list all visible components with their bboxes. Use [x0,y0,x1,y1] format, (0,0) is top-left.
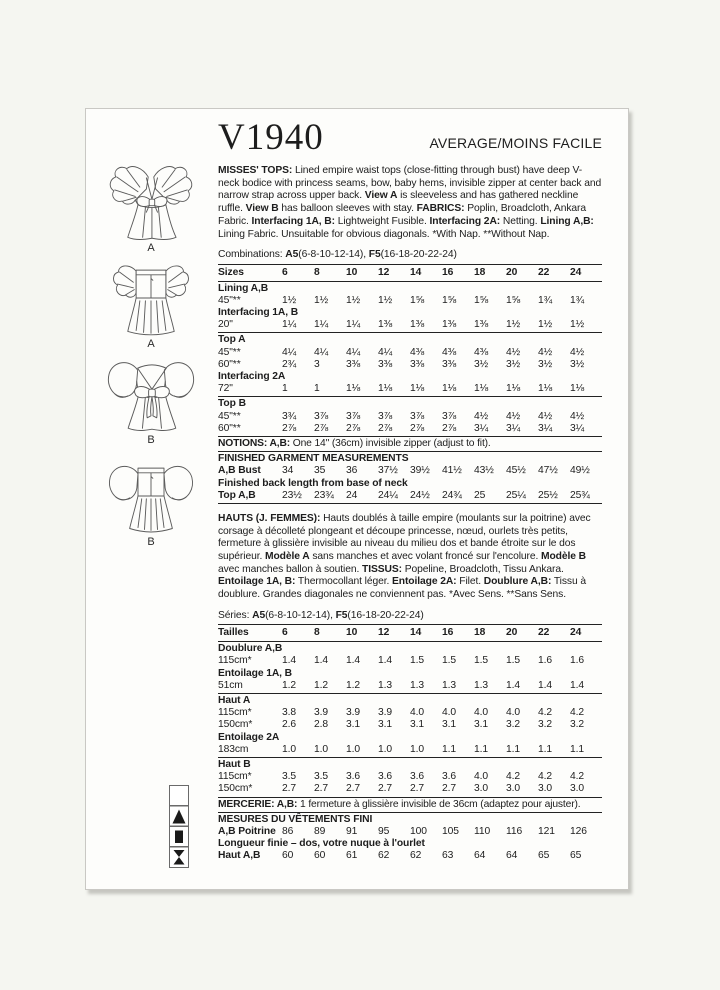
table-cell: 3.6 [346,771,361,783]
table-row [218,411,602,423]
table-cell: 6 [282,266,288,278]
table-cell: 1½ [570,319,585,331]
table-cell: 1.4 [314,655,329,667]
table-cell: 2.7 [314,783,329,795]
table-section-label: Doublure A,B [218,643,283,655]
row-label: 150cm* [218,783,253,795]
table-cell: 1½ [314,294,329,306]
table-cell: 16 [442,627,454,639]
table-cell: 3.2 [570,719,585,731]
table-section-label: Top B [218,398,246,410]
table-cell: 86 [282,826,294,838]
table-cell: 1.1 [442,743,457,755]
table-cell: 1⅛ [506,383,521,395]
table-cell: 121 [538,826,555,838]
table-cell: 10 [346,627,358,639]
table-cell: 4.0 [442,707,457,719]
table-section-label: Interfacing 2A [218,370,286,382]
table-cell: 49½ [570,465,590,477]
table-cell: 1¾ [570,294,585,306]
table-row [218,319,602,331]
table-cell: 3¼ [474,422,489,434]
table-cell: 1.1 [474,743,489,755]
table-cell: 23½ [282,489,302,501]
table-cell: 1¼ [282,319,297,331]
table-cell: 3.2 [506,719,521,731]
table-section-label: Entoilage 2A [218,731,280,743]
row-label: 60"** [218,358,241,370]
table-heading: FINISHED GARMENT MEASUREMENTS [218,453,409,465]
table-cell: 1.4 [538,679,553,691]
table-cell: 3.6 [410,771,425,783]
table-row [218,490,602,502]
table-cell: 2⅞ [346,422,361,434]
table-rule [218,757,602,758]
table-row [218,719,602,731]
table-cell: 65 [570,850,582,862]
table-heading: MESURES DU VÊTEMENTS FINI [218,813,373,825]
table-cell: 1½ [346,294,361,306]
table-row [218,266,602,280]
row-label: Sizes [218,266,244,278]
table-cell: 4.2 [506,771,521,783]
table-cell: 3⅞ [378,410,393,422]
description-english: MISSES' TOPS: Lined empire waist tops (close-fitting through bust) have deep V-neck bodice with princess seams, bow, baby hems, invisible zipper at center back and narrow strap across upper back. View A is sleeveless and has gathered neckline ruffle. View B has balloon sleeves with stay. FABRICS: Poplin, Broadcloth, Ankara Fabric. Interfacing 1A, B: Lightweight Fusible. Interfacing 2A: Netting. Lining A,B: Lining Fabric. Unsuitable for obvious diagonals. *With Nap. **Without Nap. [218,165,602,240]
table-cell: 24½ [410,489,430,501]
table-row [218,850,602,862]
table-cell: 3¼ [506,422,521,434]
table-cell: 14 [410,266,422,278]
table-cell: 1½ [506,319,521,331]
table-cell: 3.1 [442,719,457,731]
table-cell: 24 [570,627,582,639]
table-cell: 3.2 [538,719,553,731]
table-cell: 4.0 [410,707,425,719]
table-cell: 3.1 [474,719,489,731]
table-cell: 4¼ [282,346,297,358]
table-note-row: MERCERIE: A,B: 1 fermeture à glissière invisible de 36cm (adaptez pour ajuster). [218,798,581,810]
table-cell: 3.0 [570,783,585,795]
view-a-front-drawing [101,163,201,241]
table-cell: 3.9 [346,707,361,719]
row-label: 60"** [218,422,241,434]
table-cell: 1.4 [570,679,585,691]
table-cell: 3½ [538,358,553,370]
table-rule [218,693,602,694]
table-cell: 110 [474,826,491,838]
table-cell: 1⅜ [410,319,425,331]
table-cell: 1.3 [410,679,425,691]
view-a-back-label: A [147,338,155,350]
row-label: Haut A,B [218,850,261,862]
table-cell: 3⅜ [378,358,393,370]
table-cell: 64 [506,850,518,862]
view-b-front-drawing [101,353,201,433]
table-cell: 25½ [538,489,558,501]
table-row [218,295,602,307]
table-cell: 3½ [506,358,521,370]
table-row [218,783,602,795]
table-cell: 23¾ [314,489,334,501]
table-cell: 3.1 [346,719,361,731]
table-cell: 3¼ [538,422,553,434]
table-cell: 2.6 [282,719,297,731]
table-cell: 39½ [410,465,430,477]
table-cell: 1⅜ [442,319,457,331]
table-cell: 4½ [474,410,489,422]
view-b-back-illustration [98,457,204,548]
blank-box-icon [170,786,189,806]
table-cell: 2⅞ [378,422,393,434]
table-heading: Longueur finie – dos, votre nuque à l'ourlet [218,838,425,850]
table-heading: Finished back length from base of neck [218,477,408,489]
table-section-label: Haut A [218,695,251,706]
table-cell: 24¾ [442,489,462,501]
description-french: HAUTS (J. FEMMES): Hauts doublés à taille empire (moulants sur la poitrine) avec corsage à décolleté plongeant et découpe princesse, nœud, ourlets très petits, fermeture à glissière invisible au niveau du milieu dos et bande étroite sur le dos supérieur. Modèle A sans manches et avec volant froncé sur l'encolure. Modèle B avec manches ballon à soutien. TISSUS: Popeline, Broadcloth, Tissu Ankara. Entoilage 1A, B: Thermocollant léger. Entoilage 2A: Filet. Doublure A,B: Tissu à doublure. Grandes diagonales ne conviennent pas. *Avec Sens. **Sans Sens. [218,512,591,601]
table-cell: 24 [570,266,582,278]
table-cell: 1.5 [506,655,521,667]
table-cell: 4¼ [378,346,393,358]
table-cell: 4½ [506,410,521,422]
table-cell: 4½ [538,410,553,422]
row-label: 45"** [218,294,241,306]
table-rule [218,451,602,452]
table-cell: 1.0 [410,743,425,755]
yardage-table-french [218,624,602,862]
table-cell: 10 [346,266,358,278]
table-cell: 3⅞ [410,410,425,422]
table-rule [218,396,602,397]
table-cell: 3.5 [314,771,329,783]
table-cell: 1 [282,383,288,395]
garment-illustration-column [86,109,216,889]
table-cell: 37½ [378,465,398,477]
table-cell: 3 [314,358,320,370]
table-cell: 63 [442,850,454,862]
view-a-front-illustration [98,163,204,254]
table-cell: 20 [506,627,518,639]
table-cell: 41½ [442,465,462,477]
table-row [218,744,602,756]
table-cell: 4.2 [538,707,553,719]
table-cell: 34 [282,465,294,477]
table-cell: 1⅛ [538,383,553,395]
table-cell: 4¼ [314,346,329,358]
row-label: 115cm* [218,655,252,667]
table-cell: 1.4 [506,679,521,691]
table-cell: 16 [442,266,454,278]
view-b-front-label: B [147,434,155,446]
table-cell: 4.2 [570,707,585,719]
table-cell: 3.1 [378,719,393,731]
table-cell: 1.1 [570,743,585,755]
row-label: A,B Bust [218,465,261,477]
table-rule [218,264,602,265]
table-cell: 1.3 [474,679,489,691]
table-cell: 1⅛ [346,383,361,395]
table-cell: 3.0 [474,783,489,795]
table-cell: 4.2 [570,771,585,783]
row-label: Tailles [218,627,249,639]
table-cell: 105 [442,826,459,838]
table-cell: 1⅜ [474,319,489,331]
row-label: 183cm [218,743,249,755]
table-row [218,707,602,719]
table-row [218,359,602,371]
table-cell: 1.0 [282,743,297,755]
table-section-label: Haut B [218,759,251,771]
table-cell: 3.9 [378,707,393,719]
table-cell: 2⅞ [314,422,329,434]
header-row [218,119,602,156]
table-cell: 18 [474,627,486,639]
row-label: 115cm* [218,707,252,719]
table-cell: 1.3 [378,679,393,691]
table-row [218,626,602,640]
table-cell: 1½ [282,294,297,306]
table-rule [218,641,602,642]
table-cell: 1⅛ [570,383,585,395]
table-section-label: Lining A,B [218,282,269,294]
table-rule [218,332,602,333]
table-row [218,347,602,359]
table-rule [218,624,602,625]
table-cell: 89 [314,826,326,838]
table-cell: 60 [314,850,326,862]
table-cell: 20 [506,266,518,278]
table-rule [218,436,602,437]
view-a-back-drawing [101,259,201,337]
table-cell: 1 [314,383,320,395]
table-cell: 3.9 [314,707,329,719]
table-cell: 64 [474,850,486,862]
table-cell: 4.2 [538,771,553,783]
table-cell: 4½ [506,346,521,358]
row-label: 150cm* [218,719,253,731]
table-cell: 3½ [474,358,489,370]
row-label: 115cm* [218,771,252,783]
table-cell: 4½ [538,346,553,358]
table-cell: 3⅜ [410,358,425,370]
table-cell: 14 [410,627,422,639]
text-content [218,119,602,863]
table-cell: 1¼ [314,319,329,331]
table-cell: 2.7 [410,783,425,795]
table-note-row: NOTIONS: A,B: One 14" (36cm) invisible zipper (adjust to fit). [218,437,491,449]
table-cell: 1⅛ [442,383,457,395]
table-cell: 65 [538,850,550,862]
symbol-strip [169,785,189,869]
table-cell: 1½ [378,294,393,306]
table-cell: 3¾ [282,410,297,422]
table-cell: 3⅞ [442,410,457,422]
table-cell: 3.0 [506,783,521,795]
table-cell: 22 [538,266,550,278]
table-cell: 2.7 [346,783,361,795]
table-row [218,655,602,667]
table-cell: 47½ [538,465,558,477]
table-cell: 60 [282,850,294,862]
table-cell: 1.0 [346,743,361,755]
table-cell: 62 [378,850,390,862]
table-cell: 4½ [570,410,585,422]
table-cell: 1.6 [538,655,553,667]
pattern-envelope-back-page [85,108,629,890]
table-cell: 3⅞ [314,410,329,422]
row-label: 45"** [218,346,241,358]
table-cell: 1.4 [346,655,361,667]
table-cell: 3⅜ [346,358,361,370]
table-cell: 95 [378,826,390,838]
table-cell: 35 [314,465,326,477]
table-section-label: Entoilage 1A, B [218,667,293,679]
row-label: 72" [218,383,233,395]
table-cell: 2.7 [442,783,457,795]
yardage-table-english [218,264,602,504]
table-cell: 2.8 [314,719,329,731]
table-cell: 2¾ [282,358,297,370]
table-cell: 1⅜ [378,319,393,331]
table-cell: 25 [474,489,486,501]
table-cell: 3.6 [442,771,457,783]
table-cell: 1.5 [442,655,457,667]
table-cell: 6 [282,627,288,639]
table-cell: 1⅛ [474,383,489,395]
table-cell: 1.5 [474,655,489,667]
table-cell: 1⅝ [506,294,521,306]
table-cell: 1.2 [282,679,297,691]
table-cell: 1.2 [346,679,361,691]
table-cell: 43½ [474,465,494,477]
table-cell: 1⅝ [474,294,489,306]
table-cell: 25¾ [570,489,590,501]
view-a-back-illustration [98,259,204,350]
table-cell: 12 [378,627,390,639]
table-cell: 1.5 [410,655,425,667]
table-row [218,826,602,838]
table-cell: 24 [346,489,358,501]
table-cell: 24¼ [378,489,398,501]
table-cell: 1.6 [570,655,585,667]
table-cell: 4⅜ [474,346,489,358]
table-cell: 2⅞ [442,422,457,434]
table-row [218,771,602,783]
table-cell: 8 [314,627,320,639]
difficulty-rating: AVERAGE/MOINS FACILE [429,135,602,151]
table-cell: 18 [474,266,486,278]
row-label: Top A,B [218,489,256,501]
table-cell: 2.7 [378,783,393,795]
table-cell: 4.0 [474,707,489,719]
pattern-number: V1940 [218,117,324,158]
table-cell: 4.0 [506,707,521,719]
table-cell: 4⅜ [410,346,425,358]
table-cell: 91 [346,826,358,838]
table-cell: 1.1 [506,743,521,755]
table-rule [218,812,602,813]
table-cell: 45½ [506,465,526,477]
table-cell: 1¾ [538,294,553,306]
view-b-back-drawing [101,457,201,535]
table-cell: 1.3 [442,679,457,691]
table-cell: 1⅛ [378,383,393,395]
combinations-line: Combinations: A5(6-8-10-12-14), F5(16-18-20-22-24) [218,249,457,261]
table-cell: 12 [378,266,390,278]
table-cell: 3.0 [538,783,553,795]
table-rule [218,281,602,282]
table-section-label: Interfacing 1A, B [218,306,299,318]
table-cell: 61 [346,850,358,862]
table-cell: 1.2 [314,679,329,691]
table-cell: 1½ [538,319,553,331]
table-cell: 1⅝ [442,294,457,306]
table-cell: 1.1 [538,743,553,755]
table-cell: 1.4 [378,655,393,667]
table-section-label: Top A [218,334,246,346]
table-cell: 126 [570,826,587,838]
table-cell: 3¼ [570,422,585,434]
table-rule [218,797,602,798]
view-b-back-label: B [147,536,155,548]
table-cell: 116 [506,826,523,838]
series-line: Séries: A5(6-8-10-12-14), F5(16-18-20-22-24) [218,609,424,621]
row-label: A,B Poitrine [218,826,276,838]
table-row [218,680,602,692]
table-cell: 100 [410,826,427,838]
table-cell: 3½ [570,358,585,370]
table-cell: 3.8 [282,707,297,719]
table-cell: 1.4 [282,655,297,667]
table-cell: 62 [410,850,422,862]
table-cell: 36 [346,465,358,477]
table-cell: 4½ [570,346,585,358]
table-cell: 3.6 [378,771,393,783]
table-cell: 3.5 [282,771,297,783]
table-cell: 4.0 [474,771,489,783]
row-label: 45"** [218,410,241,422]
table-cell: 4¼ [346,346,361,358]
table-cell: 1.0 [314,743,329,755]
table-cell: 1⅛ [410,383,425,395]
table-cell: 22 [538,627,550,639]
table-cell: 1¼ [346,319,361,331]
row-label: 51cm [218,679,243,691]
table-cell: 2.7 [282,783,297,795]
table-row [218,383,602,395]
table-cell: 1⅝ [410,294,425,306]
view-b-front-illustration [98,353,204,446]
table-cell: 3⅜ [442,358,457,370]
table-row [218,423,602,435]
table-row [218,465,602,477]
table-rule [218,503,602,504]
table-cell: 2⅞ [410,422,425,434]
table-cell: 3⅞ [346,410,361,422]
table-cell: 25¼ [506,489,526,501]
table-cell: 1.0 [378,743,393,755]
row-label: 20" [218,319,233,331]
table-cell: 3.1 [410,719,425,731]
view-a-front-label: A [147,242,155,254]
solid-rectangle-icon [175,831,183,844]
table-cell: 4⅜ [442,346,457,358]
table-cell: 2⅞ [282,422,297,434]
table-cell: 8 [314,266,320,278]
